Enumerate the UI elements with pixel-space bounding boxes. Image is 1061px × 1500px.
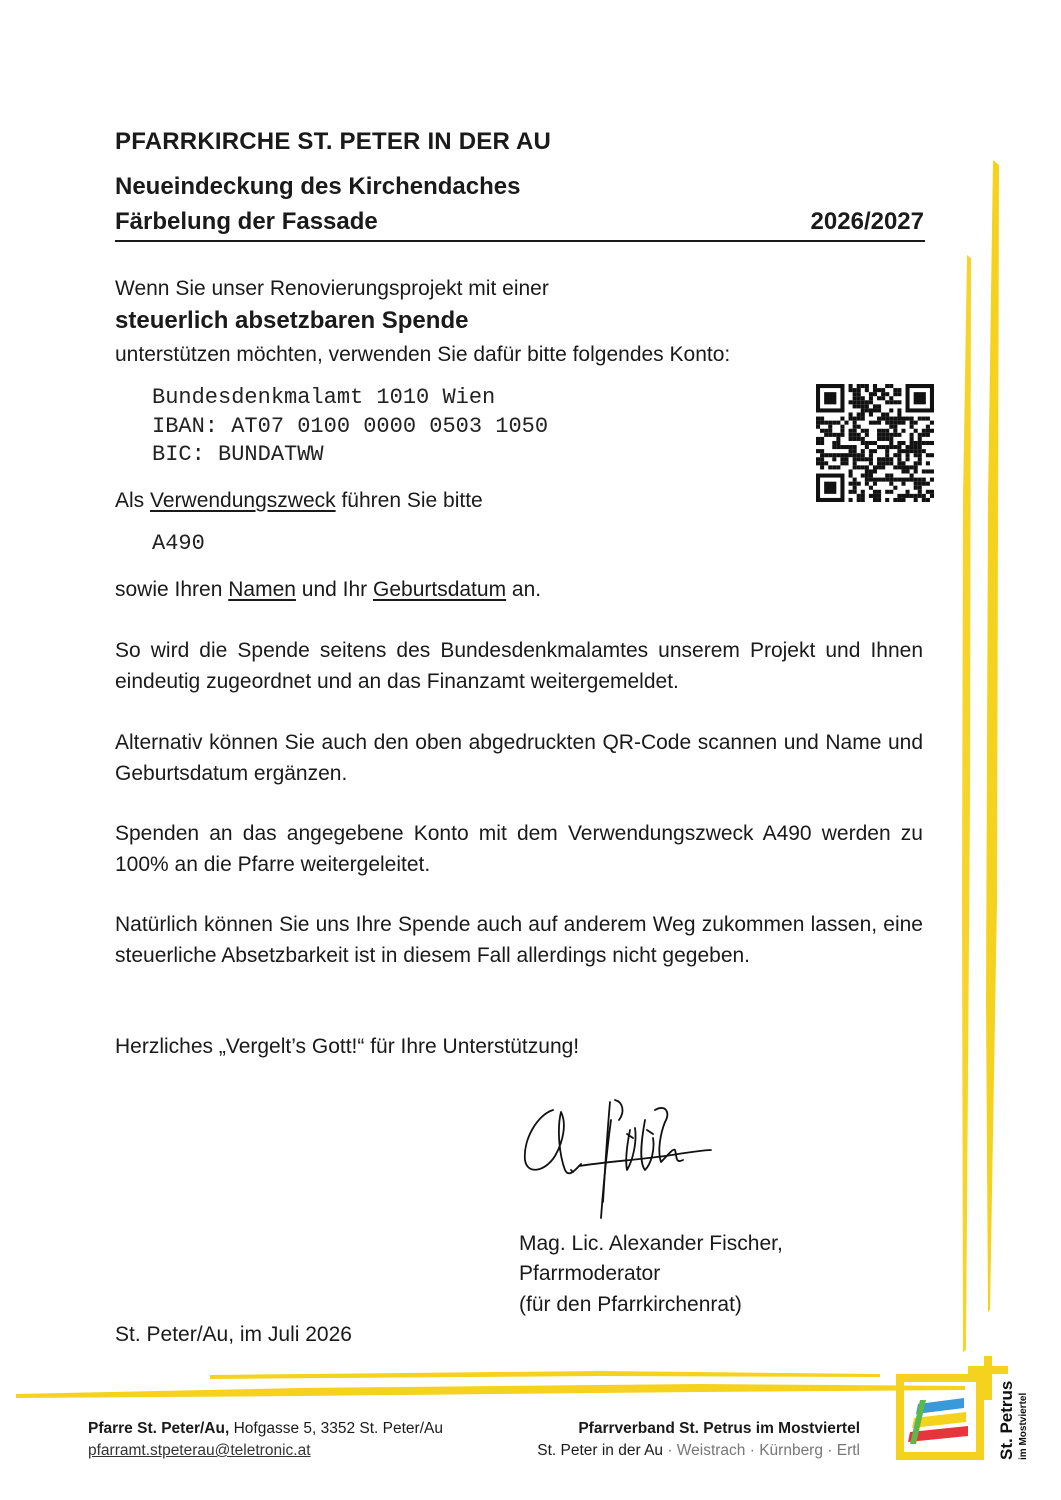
qr-code-image[interactable] [816,384,934,502]
footer-address: Hofgasse 5, 3352 St. Peter/Au [229,1420,443,1437]
signature-role: Pfarrmoderator [519,1262,661,1285]
intro-emphasis: steuerlich absetzbaren Spende [115,307,469,334]
account-recipient: Bundesdenkmalamt 1010 Wien [152,385,496,410]
signature-note: (für den Pfarrkirchenrat) [519,1293,742,1316]
keyword-name: Namen [228,578,296,601]
footer-parish [88,1418,443,1440]
project-line-2: Färbelung der Fassade [115,208,378,235]
paragraph-alternative: Natürlich können Sie uns Ihre Spende auch auf anderem Weg zukommen lassen, eine steuerliche Absetzbarkeit ist in diesem Fall allerdings nicht gegeben. [115,913,923,967]
footer-town-main: St. Peter in der Au [537,1442,664,1459]
place-date: St. Peter/Au, im Juli 2026 [115,1323,352,1346]
account-block [152,384,548,470]
signature-name: Mag. Lic. Alexander Fischer, [519,1232,783,1255]
purpose-line: Als Verwendungszweck führen Sie bitte [115,489,483,512]
parish-association-logo [892,1352,1052,1464]
page-title: PFARRKIRCHE ST. PETER IN DER AU [115,128,552,155]
handwritten-signature [515,1090,725,1225]
footer-association: Pfarrverband St. Petrus im Mostviertel [578,1420,860,1437]
account-bic: BIC: BUNDATWW [152,442,324,467]
keyword-birthdate: Geburtsdatum [373,578,507,601]
footer-towns [503,1440,860,1462]
project-year: 2026/2027 [810,208,924,235]
footer-town-others: · Weistrach · Kürnberg · Ertl [663,1442,860,1459]
footer-email-link[interactable]: pfarramt.stpeterau@teletronic.at [88,1442,311,1459]
intro-line-1: Wenn Sie unser Renovierungsprojekt mit einer [115,277,549,300]
paragraph-assignment: So wird die Spende seitens des Bundesdenkmalamtes unserem Projekt und Ihnen eindeutig zugeordnet und an das Finanzamt weitergemeldet. [115,639,923,693]
account-iban: IBAN: AT07 0100 0000 0503 1050 [152,413,549,439]
paragraph-qr: Alternativ können Sie auch den oben abgedruckten QR-Code scannen und Name und Geburtsdatum ergänzen. [115,731,923,785]
purpose-keyword: Verwendungszweck [150,489,336,512]
project-line-1: Neueindeckung des Kirchendaches [115,173,521,200]
paragraph-forwarding: Spenden an das angegebene Konto mit dem Verwendungszweck A490 werden zu 100% an die Pfarre weitergeleitet. [115,822,923,876]
intro-line-3: unterstützen möchten, verwenden Sie dafür bitte folgendes Konto: [115,343,731,366]
logo-subtext: im Mostviertel [1018,1392,1029,1460]
thanks-line: Herzliches „Vergelt’s Gott!“ für Ihre Unterstützung! [115,1035,580,1058]
logo-text: St. Petrus [997,1380,1016,1460]
footer-parish-name: Pfarre St. Peter/Au, [88,1420,230,1437]
names-line: sowie Ihren Namen und Ihr Geburtsdatum an. [115,578,542,601]
header-divider [115,240,925,242]
purpose-code: A490 [152,531,205,556]
